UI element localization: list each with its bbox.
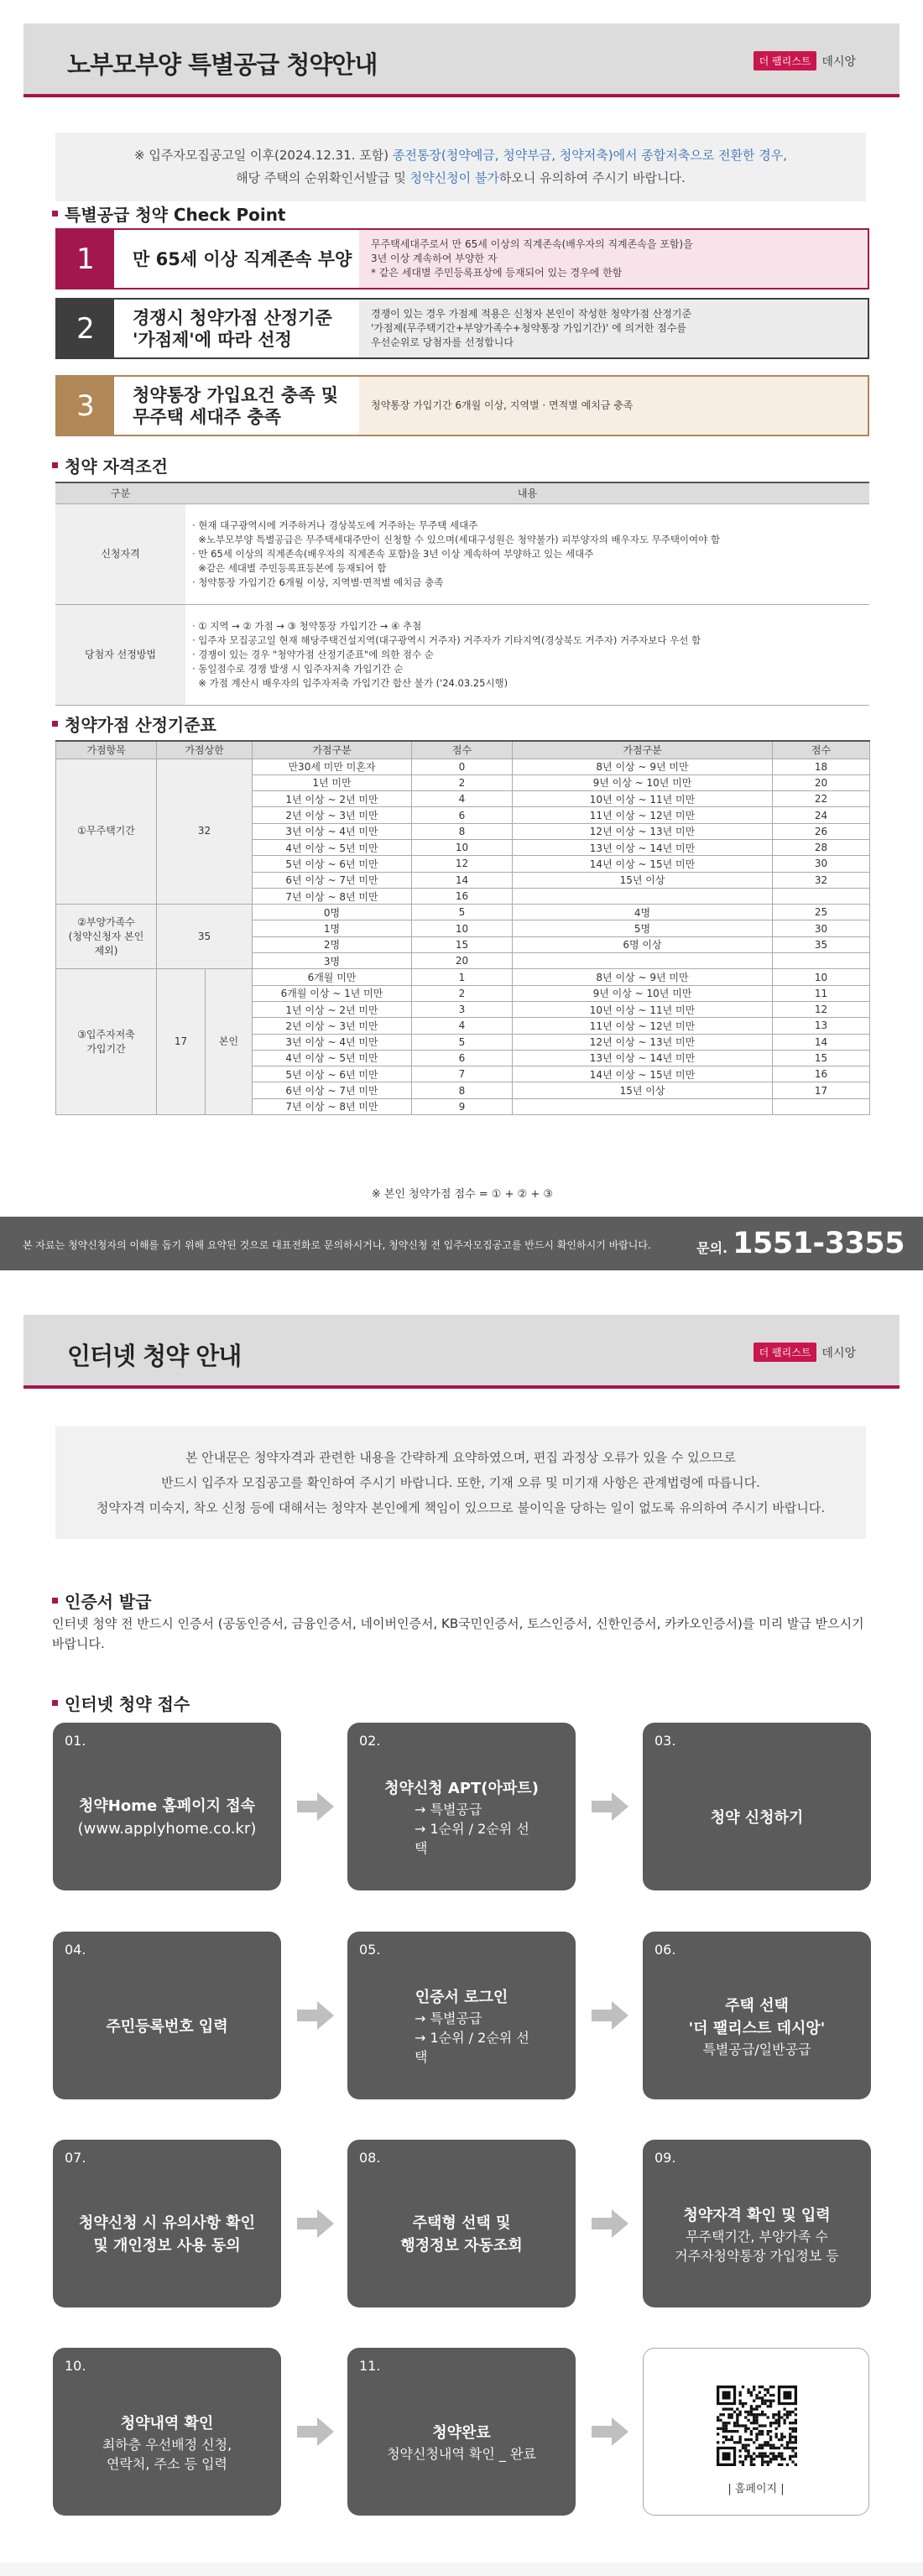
- score-cell: 6년 이상 ~ 7년 미만: [253, 872, 412, 888]
- score-cell: 0명: [253, 905, 412, 920]
- info-notice: [55, 1426, 866, 1539]
- qualification-line: · ① 지역 → ② 가점 → ③ 청약통장 가입기간 → ④ 추첨: [192, 619, 422, 632]
- score-cell: 3명: [253, 953, 412, 969]
- score-cell: 30: [773, 920, 870, 936]
- step-card: [347, 1723, 576, 1890]
- step-body: [347, 1965, 576, 2088]
- table-row: [56, 969, 870, 985]
- category-label: ②부양가족수 (청약신청자 본인 제외): [56, 905, 157, 969]
- score-cell: 3: [412, 1001, 513, 1017]
- step-line: 거주자청약통장 가입정보 등: [675, 2247, 839, 2264]
- heading-text: 청약 자격조건: [65, 456, 168, 477]
- row-label: 신청자격: [55, 503, 185, 604]
- category-max: 17: [157, 969, 206, 1115]
- checkpoint-desc-line: * 같은 세대별 주민등록표상에 등재되어 있는 경우에 한함: [371, 267, 623, 279]
- step-card: [347, 2140, 576, 2307]
- step-card: [643, 2140, 871, 2307]
- notice-text: 하오니 유의하여 주시기 바랍니다.: [498, 170, 686, 185]
- score-cell: 4년 이상 ~ 5년 미만: [253, 1050, 412, 1066]
- bottom-strip: [0, 2563, 923, 2576]
- col-header: 가점구분: [513, 741, 773, 759]
- step-body: [53, 1965, 281, 2088]
- checkpoint-number: 2: [57, 300, 114, 357]
- notice-highlight: 청약신청이 불가: [409, 170, 499, 185]
- score-cell: 24: [773, 807, 870, 823]
- qualification-line: · 만 65세 이상의 직계존속(배우자의 직계존속 포함)을 3년 이상 계속하여 부양하고 있는 세대주: [192, 547, 594, 560]
- col-header: 점수: [773, 741, 870, 759]
- step-title: 청약완료: [432, 2424, 491, 2442]
- qualification-line: ※노부모부양 특별공급은 무주택세대주만이 신청할 수 있으며(세대구성원은 청약불가) 피부양자의 배우자도 무주택이여야 함: [192, 533, 721, 545]
- step-title: 청약자격 확인 및 입력: [683, 2206, 831, 2224]
- contact: [696, 1227, 905, 1260]
- score-cell: 3년 이상 ~ 4년 미만: [253, 1034, 412, 1050]
- score-cell: 5명: [513, 920, 773, 936]
- score-cell: 15년 이상: [513, 872, 773, 888]
- score-cell: 10년 이상 ~ 11년 미만: [513, 1001, 773, 1017]
- step-card: [53, 1723, 281, 1890]
- arrow-right-icon: [592, 2417, 628, 2446]
- step-title: 행정정보 자동조회: [400, 2237, 523, 2255]
- col-header: 가점항목: [56, 741, 157, 759]
- section1-header: [23, 23, 900, 97]
- score-cell: 10: [412, 920, 513, 936]
- score-cell: 2: [412, 774, 513, 790]
- score-cell: 6: [412, 807, 513, 823]
- score-cell: 35: [773, 936, 870, 952]
- score-cell: 2년 이상 ~ 3년 미만: [253, 1018, 412, 1034]
- qualification-heading: [52, 453, 168, 477]
- step-title: 주택 선택: [725, 1996, 789, 2015]
- brand-text: 데시앙: [821, 55, 856, 69]
- score-cell: 14년 이상 ~ 15년 미만: [513, 1066, 773, 1082]
- score-cell: 5년 이상 ~ 6년 미만: [253, 1066, 412, 1082]
- step-number: 01.: [65, 1733, 86, 1749]
- arrow-right-icon: [592, 2209, 628, 2238]
- step-card: [643, 1932, 871, 2099]
- score-cell: 8: [412, 823, 513, 839]
- qr-label: | 홈페이지 |: [727, 2483, 785, 2495]
- checkpoint-desc-line: 경쟁이 있는 경우 가점제 적용은 신청자 본인이 작성한 청약가점 산정기준: [371, 308, 692, 320]
- step-body: [347, 2381, 576, 2504]
- score-cell: 12년 이상 ~ 13년 미만: [513, 1034, 773, 1050]
- checkpoint-title: 경쟁시 청약가점 산정기준 '가점제'에 따라 선정: [114, 300, 359, 357]
- step-body: [347, 2173, 576, 2296]
- score-cell: 16: [412, 888, 513, 904]
- step-title: 청약내역 확인: [120, 2414, 214, 2433]
- info-line: 반드시 입주자 모집공고를 확인하여 주시기 바랍니다. 또한, 기재 오류 및 미기재 사항은 관계법령에 따릅니다.: [161, 1475, 760, 1490]
- arrow-right-icon: [592, 2001, 628, 2030]
- score-cell: 11: [773, 985, 870, 1001]
- category-sub: 본인: [206, 969, 253, 1115]
- col-header: 내용: [185, 482, 869, 503]
- heading-text: 특별공급 청약 Check Point: [65, 205, 286, 225]
- checkpoint-card: [55, 298, 869, 359]
- qualification-line: ※ 가점 계산시 배우자의 입주자저축 가입기간 합산 불가 ('24.03.25시행): [192, 676, 508, 689]
- step-title: 청약 신청하기: [710, 1808, 804, 1827]
- score-cell: 28: [773, 839, 870, 855]
- arrow-right-icon: [297, 2417, 334, 2446]
- score-cell: 7년 이상 ~ 8년 미만: [253, 888, 412, 904]
- score-cell: [773, 953, 870, 969]
- score-cell: 14: [412, 872, 513, 888]
- step-number: 04.: [65, 1942, 86, 1958]
- checkpoint-desc-line: 청약통장 가입기간 6개월 이상, 지역별 · 면적별 예치금 충족: [371, 399, 634, 411]
- info-line: 청약자격 미숙지, 착오 신청 등에 대해서는 청약자 본인에게 책임이 있으므로 불이익을 당하는 일이 없도록 유의하여 주시기 바랍니다.: [96, 1500, 826, 1515]
- score-cell: [773, 888, 870, 904]
- score-cell: 25: [773, 905, 870, 920]
- checkpoint-desc-line: 3년 이상 계속하여 부양한 자: [371, 253, 498, 264]
- score-cell: 11년 이상 ~ 12년 미만: [513, 807, 773, 823]
- step-number: 05.: [359, 1942, 381, 1958]
- score-cell: 10년 이상 ~ 11년 미만: [513, 791, 773, 807]
- score-cell: 1년 미만: [253, 774, 412, 790]
- bullet-square-icon: [52, 462, 58, 468]
- category-label: ①무주택기간: [56, 759, 157, 905]
- brand-logo: [754, 1343, 856, 1362]
- score-cell: 4: [412, 1018, 513, 1034]
- score-cell: [773, 1098, 870, 1114]
- score-cell: 1명: [253, 920, 412, 936]
- score-cell: 20: [412, 953, 513, 969]
- disclaimer-text: 본 자료는 청약신청자의 이해를 돕기 위해 요약된 것으로 대표전화로 문의하시거나, 청약신청 전 입주자모집공고를 반드시 확인하시기 바랍니다.: [23, 1239, 651, 1251]
- heading-text: 인증서 발급: [65, 1592, 152, 1612]
- homepage-qr-card[interactable]: [643, 2348, 869, 2516]
- cert-heading: [52, 1588, 152, 1613]
- category-label: ③입주자저축 가입기간: [56, 969, 157, 1115]
- qr-code-icon[interactable]: [717, 2386, 797, 2466]
- qualification-line: · 동일점수로 경쟁 발생 시 입주자저축 가입기간 순: [192, 662, 404, 675]
- checkpoint-desc: [359, 377, 868, 435]
- score-cell: 2: [412, 985, 513, 1001]
- score-cell: 17: [773, 1082, 870, 1098]
- step-title: 주택형 선택 및: [412, 2214, 511, 2232]
- score-cell: 3년 이상 ~ 4년 미만: [253, 823, 412, 839]
- score-cell: 8: [412, 1082, 513, 1098]
- bullet-square-icon: [52, 1700, 58, 1706]
- step-card: [347, 2348, 576, 2516]
- bullet-square-icon: [52, 721, 58, 727]
- category-max: 32: [157, 759, 253, 905]
- checkpoint-desc-line: '가점제(무주택기간+부양가족수+청약통장 가입기간)' 에 의거한 점수를: [371, 322, 686, 334]
- step-line: → 특별공급: [415, 2010, 482, 2026]
- score-cell: 0: [412, 759, 513, 774]
- score-cell: 1년 이상 ~ 2년 미만: [253, 791, 412, 807]
- score-cell: 12: [773, 1001, 870, 1017]
- score-cell: 20: [773, 774, 870, 790]
- step-line: 무주택기간, 부양가족 수: [686, 2228, 828, 2245]
- step-number: 02.: [359, 1733, 381, 1749]
- score-cell: 15년 이상: [513, 1082, 773, 1098]
- step-line: → 1순위 / 2순위 선택: [415, 1821, 529, 1856]
- bullet-square-icon: [52, 211, 58, 216]
- score-cell: 14년 이상 ~ 15년 미만: [513, 856, 773, 872]
- qualification-line: · 청약통장 가입기간 6개월 이상, 지역별·면적별 예치금 충족: [192, 576, 444, 588]
- score-cell: 9년 이상 ~ 10년 미만: [513, 985, 773, 1001]
- score-cell: 12: [412, 856, 513, 872]
- score-cell: 4명: [513, 905, 773, 920]
- checkpoint-card: [55, 228, 869, 289]
- score-cell: 7: [412, 1066, 513, 1082]
- notice-text: ※ 입주자모집공고일 이후(2024.12.31. 포함): [134, 148, 389, 163]
- col-header: 구분: [55, 482, 185, 503]
- col-header: 가점상한: [157, 741, 253, 759]
- step-body: [53, 1756, 281, 1879]
- qualification-line: · 입주자 모집공고일 현재 해당주택건설지역(대구광역시 거주자) 거주자가 기타지역(경상북도 거주자) 거주자보다 우선 함: [192, 634, 701, 646]
- step-body: [643, 1965, 871, 2088]
- brand-box: 더 팰리스트: [754, 51, 817, 70]
- col-header: 점수: [412, 741, 513, 759]
- step-title: 인증서 로그인: [415, 1989, 508, 2006]
- bullet-square-icon: [52, 1598, 58, 1603]
- info-line: 본 안내문은 청약자격과 관련한 내용을 간략하게 요약하였으며, 편집 과정상 오류가 있을 수 있으므로: [185, 1450, 737, 1465]
- step-title: '더 팰리스트 데시앙': [688, 2019, 826, 2037]
- step-line: 청약신청내역 확인 _ 완료: [387, 2446, 536, 2462]
- step-card: [347, 1932, 576, 2099]
- brand-box: 더 팰리스트: [754, 1343, 817, 1362]
- section2-header: [23, 1315, 900, 1389]
- score-cell: 30: [773, 856, 870, 872]
- step-body: [53, 2381, 281, 2504]
- score-cell: 15: [773, 1050, 870, 1066]
- score-cell: [513, 1098, 773, 1114]
- step-title: 및 개인정보 사용 동의: [93, 2237, 241, 2255]
- step-body: [347, 1756, 576, 1879]
- score-cell: [513, 888, 773, 904]
- score-cell: 2년 이상 ~ 3년 미만: [253, 807, 412, 823]
- category-max: 35: [157, 905, 253, 969]
- step-card: [53, 2140, 281, 2307]
- score-cell: 1년 이상 ~ 2년 미만: [253, 1001, 412, 1017]
- step-line: 청약Home 홈페이지 접속: [78, 1797, 256, 1815]
- contact-bar: [0, 1217, 923, 1270]
- step-body: [53, 2173, 281, 2296]
- arrow-right-icon: [297, 1792, 334, 1821]
- table-row: [56, 759, 870, 774]
- checkpoint-desc-line: 무주택세대주로서 만 65세 이상의 직계존속(배우자의 직계존속을 포함)을: [371, 238, 693, 250]
- score-cell: 6개월 이상 ~ 1년 미만: [253, 985, 412, 1001]
- qualification-line: · 현재 대구광역시에 거주하거나 경상북도에 거주하는 무주택 세대주: [192, 519, 478, 531]
- checkpoint-number: 1: [57, 230, 114, 288]
- step-number: 03.: [654, 1733, 676, 1749]
- score-cell: 11년 이상 ~ 12년 미만: [513, 1018, 773, 1034]
- score-cell: 10: [412, 839, 513, 855]
- score-cell: 22: [773, 791, 870, 807]
- heading-text: 청약가점 산정기준표: [65, 715, 216, 735]
- score-cell: [513, 953, 773, 969]
- score-cell: 10: [773, 969, 870, 985]
- step-title: 주민등록번호 입력: [106, 2017, 228, 2036]
- score-cell: 1: [412, 969, 513, 985]
- brand-text: 데시앙: [821, 1346, 856, 1360]
- step-line: (www.applyhome.co.kr): [77, 1820, 257, 1838]
- checkpoint-title: 청약통장 가입요건 충족 및 무주택 세대주 충족: [114, 377, 359, 435]
- row-label: 당첨자 선정방법: [55, 604, 185, 705]
- step-line: → 1순위 / 2순위 선택: [415, 2030, 529, 2065]
- step-number: 08.: [359, 2150, 381, 2166]
- account-notice: [55, 133, 866, 201]
- step-title: 청약신청 APT(아파트): [384, 1780, 539, 1797]
- score-cell: 6: [412, 1050, 513, 1066]
- score-cell: 2명: [253, 936, 412, 952]
- qualification-line: ※같은 세대별 주민등록표등본에 등재되어 함: [192, 561, 387, 574]
- score-cell: 32: [773, 872, 870, 888]
- col-header: 가점구분: [253, 741, 412, 759]
- score-table: [55, 740, 870, 1115]
- step-line: 특별공급/일반공급: [702, 2041, 811, 2057]
- score-cell: 8년 이상 ~ 9년 미만: [513, 969, 773, 985]
- checkpoint-desc: [359, 300, 868, 357]
- step-number: 10.: [65, 2358, 86, 2374]
- qualification-table: [55, 482, 869, 706]
- brand-logo: [754, 51, 856, 70]
- section1-title: 노부모부양 특별공급 청약안내: [67, 50, 378, 79]
- arrow-right-icon: [592, 1792, 628, 1821]
- score-cell: 5년 이상 ~ 6년 미만: [253, 856, 412, 872]
- score-cell: 13년 이상 ~ 14년 미만: [513, 1050, 773, 1066]
- checkpoint-card: [55, 375, 869, 436]
- contact-number[interactable]: 1551-3355: [733, 1227, 905, 1260]
- step-number: 11.: [359, 2358, 381, 2374]
- step-body: [643, 1756, 871, 1879]
- checkpoint-desc-line: 우선순위로 당첨자를 선정합니다: [371, 336, 514, 348]
- score-cell: 9년 이상 ~ 10년 미만: [513, 774, 773, 790]
- step-number: 06.: [654, 1942, 676, 1958]
- score-cell: 8년 이상 ~ 9년 미만: [513, 759, 773, 774]
- score-cell: 만30세 미만 미혼자: [253, 759, 412, 774]
- row-content: [185, 604, 869, 705]
- step-number: 09.: [654, 2150, 676, 2166]
- score-cell: 16: [773, 1066, 870, 1082]
- score-cell: 5: [412, 1034, 513, 1050]
- step-number: 07.: [65, 2150, 86, 2166]
- notice-highlight: 종전통장(청약예금, 청약부금, 청약저축)에서 종합저축으로 전환한 경우,: [392, 148, 787, 163]
- step-line: 연락처, 주소 등 입력: [107, 2455, 227, 2472]
- step-card: [53, 2348, 281, 2516]
- score-cell: 6명 이상: [513, 936, 773, 952]
- arrow-right-icon: [297, 2209, 334, 2238]
- checkpoint-desc: [359, 230, 868, 288]
- score-cell: 13: [773, 1018, 870, 1034]
- arrow-right-icon: [297, 2001, 334, 2030]
- checkpoint-number: 3: [57, 377, 114, 435]
- score-cell: 18: [773, 759, 870, 774]
- step-body: [643, 2173, 871, 2296]
- score-formula: ※ 본인 청약가점 점수 = ① + ② + ③: [371, 1188, 554, 1201]
- score-cell: 9: [412, 1098, 513, 1114]
- score-cell: 6개월 미만: [253, 969, 412, 985]
- score-cell: 6년 이상 ~ 7년 미만: [253, 1082, 412, 1098]
- score-cell: 15: [412, 936, 513, 952]
- checkpoint-title: 만 65세 이상 직계존속 부양: [114, 230, 359, 288]
- qualification-line: · 경쟁이 있는 경우 "청약가점 산정기준표"에 의한 점수 순: [192, 648, 434, 660]
- table-row: [56, 905, 870, 920]
- score-cell: 26: [773, 823, 870, 839]
- notice-text: 해당 주택의 순위확인서발급 및: [236, 170, 406, 185]
- score-cell: 13년 이상 ~ 14년 미만: [513, 839, 773, 855]
- step-title: 청약신청 시 유의사항 확인: [78, 2214, 256, 2232]
- step-card: [53, 1932, 281, 2099]
- cert-text: 인터넷 청약 전 반드시 인증서 (공동인증서, 금융인증서, 네이버인증서, KB국민인증서, 토스인증서, 신한인증서, 카카오인증서)를 미리 발급 받으시기 바랍니다.: [52, 1616, 864, 1651]
- row-content: [185, 503, 869, 604]
- step-line: 최하층 우선배정 신청,: [102, 2436, 232, 2453]
- step-card: [643, 1723, 871, 1890]
- section2-title: 인터넷 청약 안내: [67, 1342, 242, 1370]
- score-cell: 5: [412, 905, 513, 920]
- score-cell: 4년 이상 ~ 5년 미만: [253, 839, 412, 855]
- heading-text: 인터넷 청약 접수: [65, 1694, 190, 1714]
- score-cell: 7년 이상 ~ 8년 미만: [253, 1098, 412, 1114]
- score-cell: 12년 이상 ~ 13년 미만: [513, 823, 773, 839]
- score-heading: [52, 712, 216, 736]
- score-cell: 4: [412, 791, 513, 807]
- steps-heading: [52, 1691, 190, 1715]
- step-line: → 특별공급: [415, 1802, 482, 1817]
- score-cell: 14: [773, 1034, 870, 1050]
- contact-label: 문의.: [696, 1240, 728, 1256]
- checkpoint-heading: [52, 201, 286, 226]
